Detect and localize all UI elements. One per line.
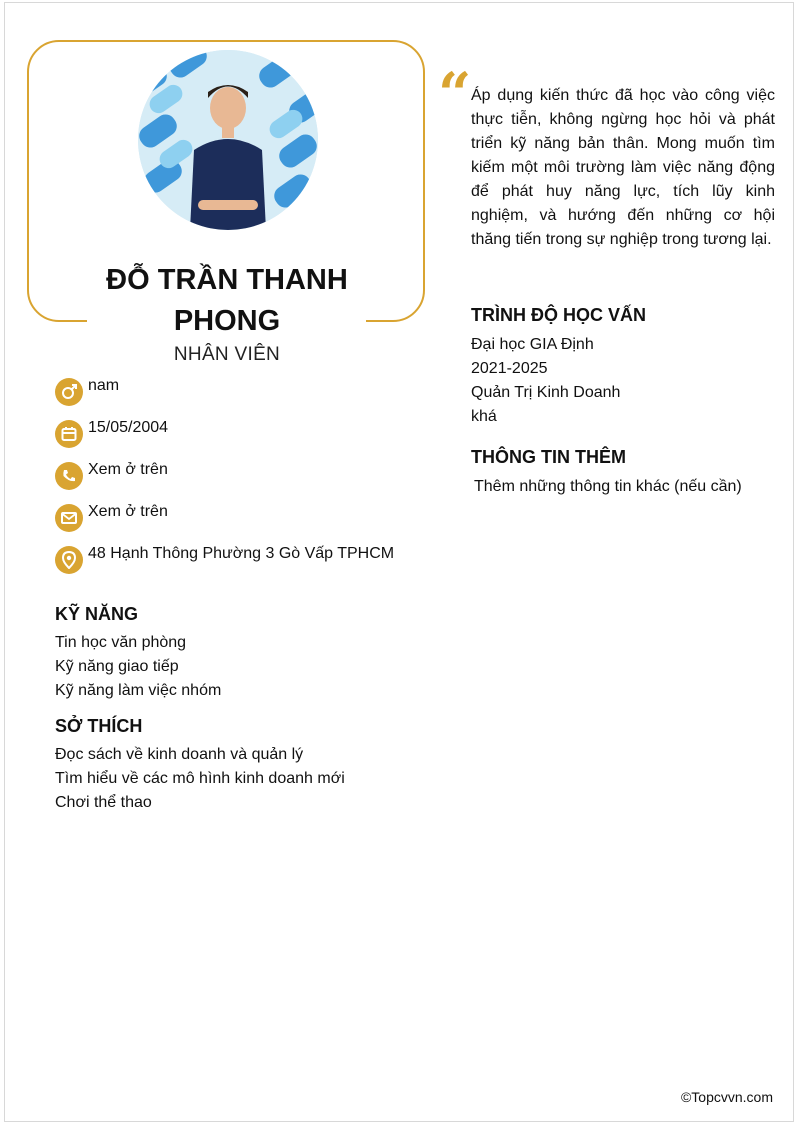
extra-info-text: Thêm những thông tin khác (nếu cần) <box>474 478 742 495</box>
gender-icon <box>55 378 83 406</box>
avatar <box>138 50 318 230</box>
hobby-item: Chơi thể thao <box>55 794 152 811</box>
email-value[interactable]: Xem ở trên <box>88 503 168 520</box>
skill-item: Kỹ năng làm việc nhóm <box>55 682 222 699</box>
skills-heading: KỸ NĂNG <box>55 604 139 624</box>
address-value: 48 Hạnh Thông Phường 3 Gò Vấp TPHCM <box>88 545 395 562</box>
full-name-line2: PHONG <box>173 305 281 337</box>
contact-address <box>55 544 394 574</box>
career-objective: Áp dụng kiến thức đã học vào công việc thực tiễn, không ngừng học hỏi và phát triển kỹ năng bản thân. Mong muốn tìm kiếm một môi trường làm việc năng động để phát huy năng lực, tích lũy kinh nghiệm, và hướng đến những cơ hội thăng tiến trong sự nghiệp trong tương lại. <box>471 87 775 248</box>
contact-email <box>55 502 168 532</box>
hobby-item: Tìm hiểu về các mô hình kinh doanh mới <box>55 770 345 787</box>
education-grade: khá <box>471 408 497 425</box>
education-heading: TRÌNH ĐỘ HỌC VẤN <box>471 305 646 325</box>
email-icon <box>55 504 83 532</box>
calendar-icon <box>55 420 83 448</box>
birthday-value: 15/05/2004 <box>88 419 169 436</box>
full-name <box>60 260 394 342</box>
location-icon <box>55 546 83 574</box>
education-years: 2021-2025 <box>471 360 548 377</box>
skill-item: Kỹ năng giao tiếp <box>55 658 179 675</box>
phone-icon <box>55 462 83 490</box>
footer-copyright: ©Topcvvn.com <box>680 1089 773 1105</box>
job-title: NHÂN VIÊN <box>173 344 281 365</box>
full-name-line1: ĐỖ TRẦN THANH <box>106 264 348 296</box>
hobbies-heading: SỞ THÍCH <box>55 716 143 736</box>
phone-value[interactable]: Xem ở trên <box>88 461 168 478</box>
education-major: Quản Trị Kinh Doanh <box>471 384 621 401</box>
education-school: Đại học GIA Định <box>471 336 594 353</box>
gender-value: nam <box>88 377 120 394</box>
avatar-photo <box>138 50 318 230</box>
hobby-item: Đọc sách về kinh doanh và quản lý <box>55 746 304 763</box>
extra-info-heading: THÔNG TIN THÊM <box>471 447 626 467</box>
quote-icon: “ <box>438 60 472 128</box>
contact-phone <box>55 460 168 490</box>
contact-gender <box>55 376 119 406</box>
contact-birthday <box>55 418 168 448</box>
skill-item: Tin học văn phòng <box>55 634 187 651</box>
